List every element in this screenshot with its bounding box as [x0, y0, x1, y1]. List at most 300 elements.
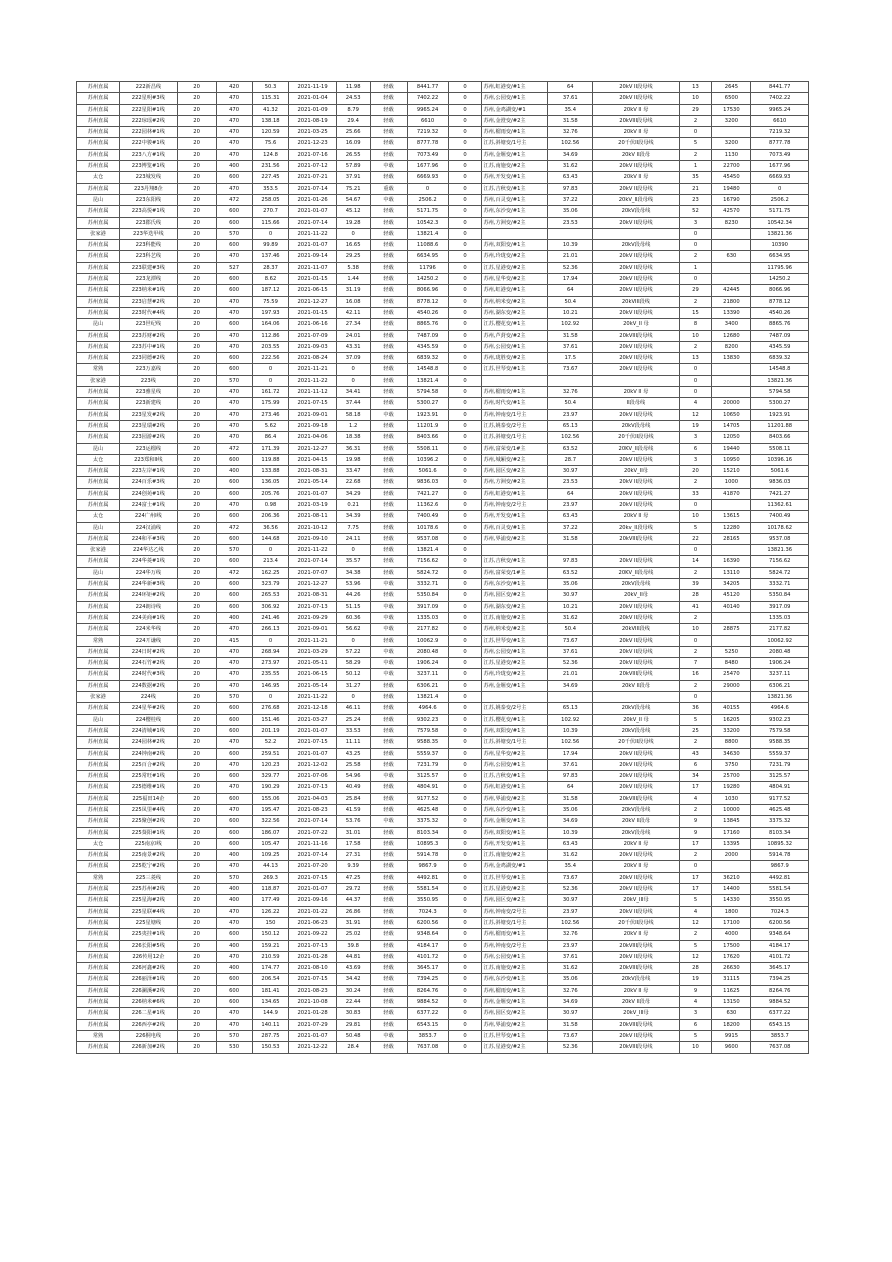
cell-available-capacity: 5559.37 — [407, 748, 448, 759]
cell-current: 205.76 — [252, 488, 289, 499]
cell-remaining-capacity: 7024.3 — [751, 906, 809, 917]
cell-current: 287.75 — [252, 1030, 289, 1041]
cell-region: 苏州直属 — [77, 997, 120, 1008]
cell-available-capacity: 0 — [407, 183, 448, 194]
cell-remaining-capacity: 5581.54 — [751, 884, 809, 895]
cell-user-count: 4 — [679, 793, 712, 804]
cell-voltage: 20 — [177, 330, 216, 341]
table-row — [77, 759, 809, 770]
cell-busbar: 20kVIII段母线 — [593, 963, 679, 974]
cell-user-count: 29 — [679, 104, 712, 115]
cell-date: 2021-07-13 — [289, 782, 336, 793]
cell-busbar: 20kV II 母 — [593, 511, 679, 522]
cell-busbar: 20kV II 母 — [593, 387, 679, 398]
cell-remaining-capacity: 4101.72 — [751, 951, 809, 962]
cell-current: 124.8 — [252, 149, 289, 160]
cell-voltage: 20 — [177, 545, 216, 556]
cell-current: 144.68 — [252, 533, 289, 544]
cell-busbar: 20kV II段母线 — [593, 556, 679, 567]
cell-date: 2021-08-23 — [289, 985, 336, 996]
cell-region: 苏州直属 — [77, 533, 120, 544]
cell-date: 2021-07-14 — [289, 816, 336, 827]
cell-region: 苏州直属 — [77, 1042, 120, 1053]
cell-load-rate: 16.09 — [336, 138, 370, 149]
cell-date: 2021-07-06 — [289, 771, 336, 782]
cell-user-count: 9 — [679, 985, 712, 996]
cell-voltage: 20 — [177, 194, 216, 205]
cell-rated-current: 470 — [216, 398, 252, 409]
cell-substation-load-rate: 10.39 — [548, 240, 593, 251]
cell-rated-current: 600 — [216, 793, 252, 804]
table-row — [77, 466, 809, 477]
cell-load-rate: 17.58 — [336, 838, 370, 849]
table-row — [77, 703, 809, 714]
cell-voltage: 20 — [177, 997, 216, 1008]
cell-substation-load-rate: 10.21 — [548, 307, 593, 318]
cell-value-zero: 0 — [448, 646, 482, 657]
cell-remaining-capacity: 5171.75 — [751, 206, 809, 217]
cell-rated-current: 470 — [216, 409, 252, 420]
cell-available-capacity: 3375.32 — [407, 816, 448, 827]
cell-available-capacity: 8441.77 — [407, 82, 448, 93]
cell-rated-current: 470 — [216, 624, 252, 635]
cell-substation-load-rate: 50.4 — [548, 398, 593, 409]
cell-rated-current: 470 — [216, 917, 252, 928]
cell-region: 苏州直属 — [77, 963, 120, 974]
table-row — [77, 375, 809, 386]
cell-user-count: 19 — [679, 420, 712, 431]
cell-available-capacity: 7156.62 — [407, 556, 448, 567]
cell-busbar: 20kV_III母 — [593, 1008, 679, 1019]
cell-load-rate: 1.2 — [336, 420, 370, 431]
cell-substation-load-rate: 102.56 — [548, 737, 593, 748]
cell-value-zero: 0 — [448, 274, 482, 285]
cell-installed-capacity: 3200 — [712, 138, 751, 149]
cell-line-name: 226西亭#2线 — [120, 1019, 177, 1030]
cell-region: 昆山 — [77, 567, 120, 578]
table-row — [77, 658, 809, 669]
cell-rated-current: 600 — [216, 725, 252, 736]
cell-load-status: 轻载 — [370, 240, 407, 251]
cell-date: 2021-01-22 — [289, 906, 336, 917]
cell-substation: 苏州,虹港变/#1主 — [482, 488, 548, 499]
cell-substation-load-rate: 34.69 — [548, 680, 593, 691]
cell-available-capacity: 7231.79 — [407, 759, 448, 770]
cell-rated-current: 600 — [216, 997, 252, 1008]
cell-rated-current: 600 — [216, 206, 252, 217]
cell-line-name: 225乾宁#2线 — [120, 861, 177, 872]
cell-substation-load-rate: 23.97 — [548, 906, 593, 917]
cell-current: 203.55 — [252, 341, 289, 352]
cell-load-rate: 29.4 — [336, 115, 370, 126]
cell-region: 苏州直属 — [77, 240, 120, 251]
cell-voltage: 20 — [177, 341, 216, 352]
cell-date: 2021-12-18 — [289, 703, 336, 714]
cell-load-status: 轻载 — [370, 251, 407, 262]
cell-rated-current: 470 — [216, 104, 252, 115]
cell-rated-current: 600 — [216, 511, 252, 522]
cell-current: 210.59 — [252, 951, 289, 962]
cell-busbar: 20kV II段母线 — [593, 646, 679, 657]
cell-installed-capacity: 14705 — [712, 420, 751, 431]
cell-rated-current: 470 — [216, 138, 252, 149]
cell-remaining-capacity: 4625.48 — [751, 805, 809, 816]
cell-rated-current: 470 — [216, 669, 252, 680]
cell-load-status: 中载 — [370, 624, 407, 635]
cell-rated-current: 600 — [216, 556, 252, 567]
cell-region: 苏州直属 — [77, 748, 120, 759]
cell-load-status: 重载 — [370, 183, 407, 194]
cell-load-rate: 24.53 — [336, 93, 370, 104]
cell-voltage: 20 — [177, 793, 216, 804]
cell-substation: 苏州,珑胜变/#2主 — [482, 353, 548, 364]
cell-line-name: 224米华线 — [120, 624, 177, 635]
cell-available-capacity: 9537.08 — [407, 533, 448, 544]
cell-remaining-capacity: 3917.09 — [751, 601, 809, 612]
cell-installed-capacity: 16790 — [712, 194, 751, 205]
cell-available-capacity: 3332.71 — [407, 579, 448, 590]
cell-load-rate: 75.21 — [336, 183, 370, 194]
table-row — [77, 161, 809, 172]
cell-load-rate: 34.39 — [336, 511, 370, 522]
cell-busbar: 20kV_III母 — [593, 895, 679, 906]
cell-user-count: 0 — [679, 545, 712, 556]
cell-current: 353.5 — [252, 183, 289, 194]
cell-installed-capacity: 41870 — [712, 488, 751, 499]
cell-current: 150.12 — [252, 929, 289, 940]
cell-voltage: 20 — [177, 477, 216, 488]
cell-substation-load-rate: 35.06 — [548, 805, 593, 816]
cell-remaining-capacity: 8441.77 — [751, 82, 809, 93]
cell-busbar: 20kV II段母线 — [593, 274, 679, 285]
cell-load-status: 轻载 — [370, 274, 407, 285]
table-row — [77, 545, 809, 556]
cell-remaining-capacity: 4540.26 — [751, 307, 809, 318]
cell-value-zero: 0 — [448, 624, 482, 635]
cell-line-name: 224和平#3线 — [120, 533, 177, 544]
cell-available-capacity: 7394.25 — [407, 974, 448, 985]
cell-busbar: 20kV II段母线 — [593, 161, 679, 172]
cell-date: 2021-03-19 — [289, 499, 336, 510]
cell-load-rate: 50.12 — [336, 669, 370, 680]
cell-installed-capacity: 14330 — [712, 895, 751, 906]
cell-value-zero: 0 — [448, 307, 482, 318]
cell-load-rate: 57.89 — [336, 161, 370, 172]
cell-substation: 苏州,星华变/#2主 — [482, 274, 548, 285]
cell-substation: 江苏,南施变/#2主 — [482, 963, 548, 974]
cell-available-capacity: 5171.75 — [407, 206, 448, 217]
cell-substation-load-rate — [548, 545, 593, 556]
cell-voltage: 20 — [177, 771, 216, 782]
cell-rated-current: 400 — [216, 940, 252, 951]
cell-load-rate: 0 — [336, 375, 370, 386]
table-row — [77, 387, 809, 398]
cell-load-status: 轻载 — [370, 138, 407, 149]
cell-value-zero: 0 — [448, 782, 482, 793]
cell-line-name: 222园林#1线 — [120, 127, 177, 138]
cell-remaining-capacity: 7073.49 — [751, 149, 809, 160]
cell-voltage: 20 — [177, 172, 216, 183]
cell-date: 2021-08-11 — [289, 511, 336, 522]
cell-substation: 苏州,榴雨变/#1主 — [482, 387, 548, 398]
cell-busbar: 20kV II段母线 — [593, 364, 679, 375]
cell-substation-load-rate: 10.39 — [548, 827, 593, 838]
cell-user-count: 2 — [679, 341, 712, 352]
cell-line-name: 224创苑#1线 — [120, 488, 177, 499]
cell-value-zero: 0 — [448, 567, 482, 578]
cell-substation-load-rate: 37.22 — [548, 522, 593, 533]
cell-available-capacity: 6306.21 — [407, 680, 448, 691]
cell-available-capacity: 4540.26 — [407, 307, 448, 318]
cell-busbar: 20kV段母线 — [593, 420, 679, 431]
cell-substation-load-rate — [548, 692, 593, 703]
cell-remaining-capacity: 3853.7 — [751, 1030, 809, 1041]
cell-substation: 苏州,纳米变/#2主 — [482, 296, 548, 307]
cell-region: 苏州直属 — [77, 149, 120, 160]
table-row — [77, 330, 809, 341]
cell-busbar: 20kV段母线 — [593, 240, 679, 251]
cell-voltage: 20 — [177, 488, 216, 499]
cell-busbar: 20kV II段母 — [593, 680, 679, 691]
cell-current: 175.99 — [252, 398, 289, 409]
cell-voltage: 20 — [177, 601, 216, 612]
cell-line-name: 225德维#1线 — [120, 782, 177, 793]
cell-available-capacity: 2506.2 — [407, 194, 448, 205]
cell-value-zero: 0 — [448, 432, 482, 443]
cell-busbar: 20kVIII段母线 — [593, 115, 679, 126]
cell-region: 苏州直属 — [77, 499, 120, 510]
cell-line-name: 224广州I线 — [120, 511, 177, 522]
cell-load-rate: 27.31 — [336, 850, 370, 861]
cell-load-status: 轻载 — [370, 217, 407, 228]
cell-load-status: 轻载 — [370, 115, 407, 126]
cell-substation-load-rate: 30.97 — [548, 466, 593, 477]
cell-load-status: 轻载 — [370, 466, 407, 477]
cell-substation: 苏州,钟南变/1号主 — [482, 409, 548, 420]
cell-user-count: 3 — [679, 217, 712, 228]
cell-load-rate: 1.44 — [336, 274, 370, 285]
cell-value-zero: 0 — [448, 895, 482, 906]
cell-current: 235.55 — [252, 669, 289, 680]
cell-load-status: 轻载 — [370, 477, 407, 488]
cell-region: 昆山 — [77, 522, 120, 533]
cell-rated-current: 530 — [216, 1042, 252, 1053]
cell-user-count: 23 — [679, 194, 712, 205]
cell-substation-load-rate: 17.5 — [548, 353, 593, 364]
cell-load-status: 轻载 — [370, 725, 407, 736]
cell-value-zero: 0 — [448, 737, 482, 748]
cell-line-name: 224时代#3线 — [120, 669, 177, 680]
cell-available-capacity: 9177.52 — [407, 793, 448, 804]
cell-rated-current: 570 — [216, 872, 252, 883]
cell-line-name: 223高悦#1线 — [120, 206, 177, 217]
cell-remaining-capacity: 3375.32 — [751, 816, 809, 827]
cell-date: 2021-09-16 — [289, 895, 336, 906]
cell-date: 2021-03-25 — [289, 127, 336, 138]
cell-available-capacity: 2080.48 — [407, 646, 448, 657]
cell-user-count: 5 — [679, 714, 712, 725]
cell-rated-current: 600 — [216, 771, 252, 782]
cell-line-name: 226桐电线 — [120, 1030, 177, 1041]
cell-user-count: 25 — [679, 725, 712, 736]
cell-remaining-capacity: 8865.76 — [751, 319, 809, 330]
cell-load-rate: 0.21 — [336, 499, 370, 510]
cell-user-count: 17 — [679, 838, 712, 849]
cell-available-capacity: 1677.96 — [407, 161, 448, 172]
cell-line-name: 225苏州#2线 — [120, 884, 177, 895]
cell-date: 2021-01-15 — [289, 274, 336, 285]
cell-busbar: 20kV段母线 — [593, 805, 679, 816]
cell-available-capacity: 8777.78 — [407, 138, 448, 149]
cell-substation-load-rate: 64 — [548, 285, 593, 296]
cell-substation: 苏州,金澄变/#2主 — [482, 115, 548, 126]
cell-voltage: 20 — [177, 454, 216, 465]
cell-current: 269.3 — [252, 872, 289, 883]
cell-busbar: 20kV II段母 — [593, 149, 679, 160]
cell-installed-capacity: 2000 — [712, 850, 751, 861]
cell-remaining-capacity: 9836.03 — [751, 477, 809, 488]
cell-voltage: 20 — [177, 669, 216, 680]
cell-substation-load-rate: 63.52 — [548, 443, 593, 454]
cell-busbar: 20kV II 母 — [593, 172, 679, 183]
cell-current: 5.62 — [252, 420, 289, 431]
cell-available-capacity: 11362.6 — [407, 499, 448, 510]
cell-installed-capacity: 42445 — [712, 285, 751, 296]
cell-region: 苏州直属 — [77, 353, 120, 364]
table-row — [77, 906, 809, 917]
cell-user-count: 12 — [679, 409, 712, 420]
cell-user-count: 0 — [679, 375, 712, 386]
cell-busbar: 20kVIII段母线 — [593, 1019, 679, 1030]
cell-value-zero: 0 — [448, 183, 482, 194]
cell-voltage: 20 — [177, 1030, 216, 1041]
cell-current: 144.9 — [252, 1008, 289, 1019]
cell-busbar: 20kV II段母线 — [593, 82, 679, 93]
cell-date: 2021-07-15 — [289, 737, 336, 748]
cell-voltage: 20 — [177, 375, 216, 386]
cell-busbar: 20kVIII段母线 — [593, 669, 679, 680]
cell-value-zero: 0 — [448, 420, 482, 431]
cell-available-capacity: 1906.24 — [407, 658, 448, 669]
table-row — [77, 963, 809, 974]
cell-region: 苏州直属 — [77, 951, 120, 962]
cell-substation-load-rate: 64 — [548, 488, 593, 499]
cell-current: 186.07 — [252, 827, 289, 838]
cell-value-zero: 0 — [448, 725, 482, 736]
cell-user-count: 0 — [679, 127, 712, 138]
cell-date: 2021-05-14 — [289, 477, 336, 488]
cell-load-rate: 31.91 — [336, 917, 370, 928]
cell-load-rate: 30.24 — [336, 985, 370, 996]
cell-substation: 苏州,虹港变/#1主 — [482, 782, 548, 793]
cell-substation-load-rate: 32.76 — [548, 387, 593, 398]
cell-installed-capacity: 10000 — [712, 805, 751, 816]
cell-date: 2021-01-07 — [289, 206, 336, 217]
table-row — [77, 409, 809, 420]
cell-date: 2021-11-22 — [289, 375, 336, 386]
cell-load-status: 轻载 — [370, 499, 407, 510]
cell-load-rate: 28.4 — [336, 1042, 370, 1053]
cell-user-count: 0 — [679, 499, 712, 510]
cell-voltage: 20 — [177, 646, 216, 657]
cell-line-name: 224园林#2线 — [120, 737, 177, 748]
cell-value-zero: 0 — [448, 285, 482, 296]
cell-busbar: 20kV II 母 — [593, 929, 679, 940]
cell-current: 50.3 — [252, 82, 289, 93]
cell-region: 苏州直属 — [77, 206, 120, 217]
cell-region: 苏州直属 — [77, 940, 120, 951]
cell-value-zero: 0 — [448, 714, 482, 725]
cell-installed-capacity: 13150 — [712, 997, 751, 1008]
cell-load-rate: 36.31 — [336, 443, 370, 454]
cell-substation-load-rate: 52.36 — [548, 262, 593, 273]
cell-value-zero: 0 — [448, 635, 482, 646]
cell-line-name: 223园游#2线 — [120, 432, 177, 443]
cell-date: 2021-07-29 — [289, 1019, 336, 1030]
cell-busbar: 20kv_II段母线 — [593, 522, 679, 533]
cell-substation: 江苏,吉秋变/#1主 — [482, 183, 548, 194]
cell-region: 苏州直属 — [77, 612, 120, 623]
cell-substation: 江苏,世琴变/#1主 — [482, 364, 548, 375]
cell-current: 177.49 — [252, 895, 289, 906]
cell-rated-current: 470 — [216, 93, 252, 104]
cell-busbar: 20kV段母线 — [593, 579, 679, 590]
cell-available-capacity: 10895.3 — [407, 838, 448, 849]
cell-installed-capacity: 13390 — [712, 307, 751, 318]
cell-voltage: 20 — [177, 138, 216, 149]
cell-installed-capacity — [712, 274, 751, 285]
cell-load-status: 轻载 — [370, 692, 407, 703]
cell-installed-capacity: 12280 — [712, 522, 751, 533]
cell-substation-load-rate: 97.83 — [548, 556, 593, 567]
cell-remaining-capacity: 11795.96 — [751, 262, 809, 273]
cell-current: 213.4 — [252, 556, 289, 567]
cell-substation-load-rate: 102.92 — [548, 714, 593, 725]
cell-date: 2021-07-13 — [289, 940, 336, 951]
cell-busbar: 20千伏II段母线 — [593, 737, 679, 748]
cell-busbar: 20kV II段母线 — [593, 748, 679, 759]
cell-current: 28.37 — [252, 262, 289, 273]
cell-substation-load-rate: 10.39 — [548, 725, 593, 736]
cell-current: 322.56 — [252, 816, 289, 827]
cell-user-count: 28 — [679, 963, 712, 974]
cell-rated-current: 470 — [216, 1008, 252, 1019]
cell-load-status: 轻载 — [370, 375, 407, 386]
cell-remaining-capacity: 10390 — [751, 240, 809, 251]
cell-line-name: 226二星#1线 — [120, 1008, 177, 1019]
cell-load-rate: 53.76 — [336, 816, 370, 827]
table-body — [77, 82, 809, 1054]
cell-line-name: 222星明#3线 — [120, 93, 177, 104]
cell-busbar — [593, 228, 679, 239]
cell-user-count: 2 — [679, 929, 712, 940]
cell-value-zero: 0 — [448, 533, 482, 544]
cell-value-zero: 0 — [448, 669, 482, 680]
cell-voltage: 20 — [177, 567, 216, 578]
cell-substation: 苏州,城厢变/#2主 — [482, 454, 548, 465]
cell-current: 120.23 — [252, 759, 289, 770]
cell-installed-capacity: 18200 — [712, 1019, 751, 1030]
cell-line-name: 224钟南#2线 — [120, 748, 177, 759]
cell-user-count: 0 — [679, 692, 712, 703]
cell-user-count: 22 — [679, 533, 712, 544]
cell-substation-load-rate: 52.36 — [548, 658, 593, 669]
cell-current: 265.53 — [252, 590, 289, 601]
cell-date: 2021-07-13 — [289, 601, 336, 612]
cell-rated-current: 415 — [216, 635, 252, 646]
cell-busbar — [593, 545, 679, 556]
cell-rated-current: 600 — [216, 353, 252, 364]
